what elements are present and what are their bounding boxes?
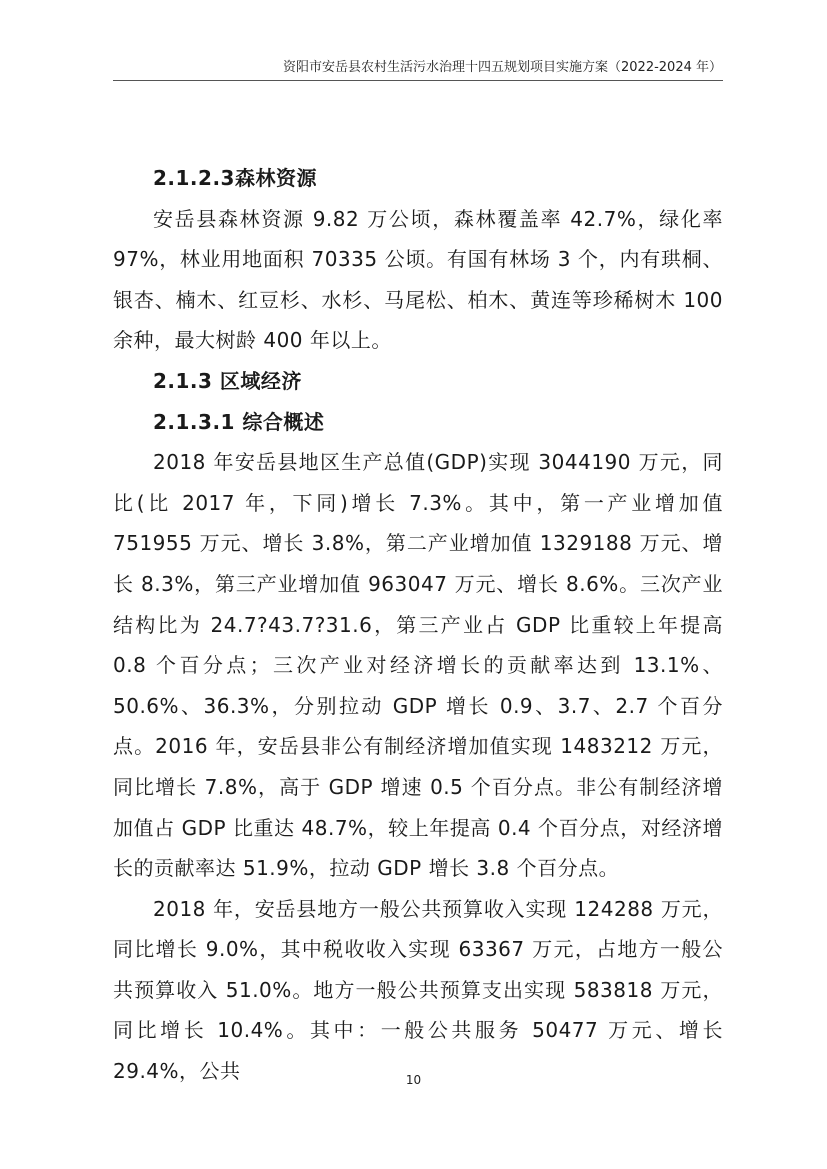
paragraph-fiscal-budget: 2018 年，安岳县地方一般公共预算收入实现 124288 万元，同比增长 9.0%，其中税收收入实现 63367 万元，占地方一般公共预算收入 51.0%。地方一般公共预算支出实现 583818 万元，同比增长 10.4%。其中：一般公共服务 50477 万元、增长 29.4%，公共 xyxy=(113,896,723,1084)
section-heading-regional-economy: 2.1.3 区域经济 xyxy=(153,368,302,393)
section-heading-forest-resources: 2.1.2.3森林资源 xyxy=(153,166,317,190)
page-number: 10 xyxy=(405,1073,422,1087)
document-body xyxy=(113,158,723,1092)
paragraph-gdp-overview: 2018 年安岳县地区生产总值(GDP)实现 3044190 万元，同比(比 2017 年，下同)增长 7.3%。其中，第一产业增加值 751955 万元、增长 3.8%，第二产业增加值 1329188 万元、增长 8.3%，第三产业增加值 963047 万元、增长 8.6%。三次产业结构比为 24.7?43.7?31.6，第三产业占 GDP 比重较上年提高 0.8 个百分点；三次产业对经济增长的贡献率达到 13.1%、50.6%、36.3%，分别拉动 GDP 增长 0.9、3.7、2.7 个百分点。2016 年，安岳县非公有制经济增加值实现 1483212 万元，同比增长 7.8%，高于 GDP 增速 0.5 个百分点。非公有制经济增加值占 GDP 比重达 48.7%，较上年提高 0.4 个百分点，对经济增长的贡献率达 51.9%，拉动 GDP 增长 3.8 个百分点。 xyxy=(113,450,723,881)
header-divider xyxy=(113,80,723,81)
section-heading-overview: 2.1.3.1 综合概述 xyxy=(153,409,325,434)
paragraph-forest-resources: 安岳县森林资源 9.82 万公顷，森林覆盖率 42.7%，绿化率 97%，林业用地面积 70335 公顷。有国有林场 3 个，内有珙桐、银杏、楠木、红豆杉、水杉、马尾松、柏木、黄连等珍稀树木 100 余种，最大树龄 400 年以上。 xyxy=(113,206,723,353)
page-header: 资阳市安岳县农村生活污水治理十四五规划项目实施方案（2022-2024 年） xyxy=(283,60,722,75)
